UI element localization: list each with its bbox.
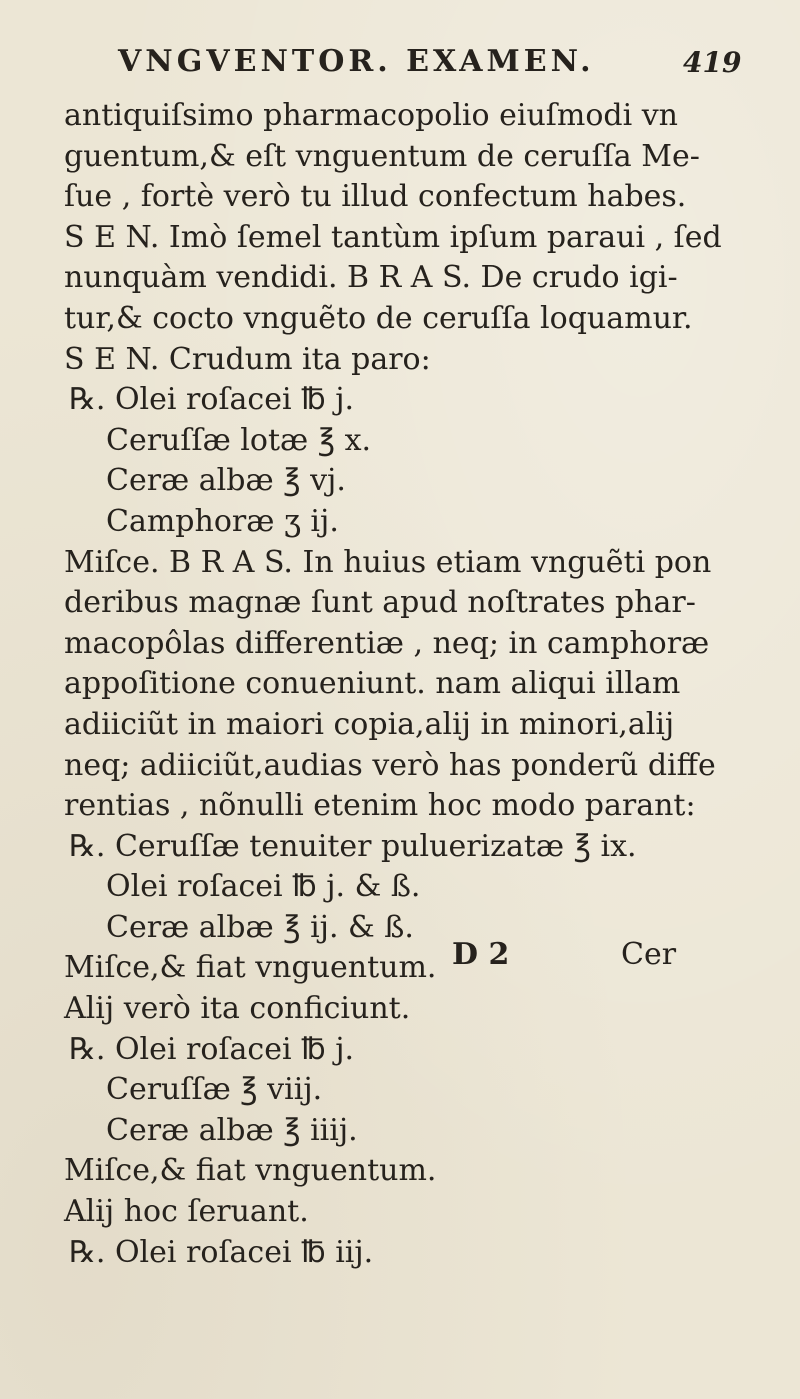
- page-number: 419: [683, 46, 742, 79]
- ingredient-line: Ceruſſæ lotæ ℥ x.: [106, 422, 372, 458]
- text-line: appoſitione conueniunt. nam aliqui illam: [64, 666, 681, 702]
- page-footer: [0, 935, 800, 975]
- running-head: VNGVENTOR. EXAMEN.: [118, 44, 595, 79]
- text-line: antiquiſsimo pharmacopolio eiuſmodi vn: [64, 98, 679, 133]
- ingredient-line: Ceræ albæ ℥ vj.: [106, 463, 346, 499]
- text-line: nunquàm vendidi. B R A S. De crudo igi-: [64, 260, 678, 296]
- text-line: Miſce,& fiat vnguentum.: [64, 1153, 437, 1189]
- ingredient-line: Ceræ albæ ℥ ij. & ß.: [106, 909, 414, 945]
- recipe-line: ℞. Olei roſacei ℔ iij.: [69, 1234, 374, 1270]
- text-line: Alij hoc ſeruant.: [64, 1194, 309, 1230]
- ingredient-line: Ceruſſæ ℥ viij.: [106, 1072, 323, 1108]
- signature-mark: D 2: [452, 937, 510, 972]
- text-line: Miſce. B R A S. In huius etiam vnguẽti pon: [64, 544, 712, 580]
- catchword: Cer: [621, 937, 677, 972]
- ingredient-line: Camphoræ ʒ ij.: [106, 503, 339, 539]
- text-line: S E N. Imò ſemel tantùm ipſum paraui , ſed: [64, 219, 722, 255]
- text-line: adiiciũt in maiori copia,alij in minori,alij: [64, 706, 675, 742]
- text-line: rentias , nõnulli etenim hoc modo parant:: [64, 788, 696, 824]
- ingredient-line: Olei roſacei ℔ j. & ß.: [106, 869, 421, 905]
- text-line: Alij verò ita conficiunt.: [64, 991, 411, 1027]
- text-line: guentum,& eſt vnguentum de ceruſſa Me-: [64, 138, 700, 174]
- text-line: Miſce,& fiat vnguentum.: [64, 950, 437, 986]
- text-line: tur,& cocto vnguẽto de ceruſſa loquamur.: [64, 300, 693, 336]
- text-line: S E N. Crudum ita paro:: [64, 341, 431, 377]
- text-line: macopôlas differentiæ , neq; in camphoræ: [64, 625, 710, 661]
- recipe-line: ℞. Ceruſſæ tenuiter puluerizatæ ℥ ix.: [69, 828, 637, 864]
- body-text: [64, 96, 784, 1273]
- text-line: neq; adiiciũt,audias verò has ponderũ diffe: [64, 747, 716, 783]
- ingredient-line: Ceræ albæ ℥ iiij.: [106, 1112, 358, 1148]
- text-line: deribus magnæ ſunt apud noſtrates phar-: [64, 585, 696, 621]
- page-header: [0, 44, 800, 94]
- text-line: ſue , fortè verò tu illud confectum habes.: [64, 179, 687, 215]
- recipe-line: ℞. Olei roſacei ℔ j.: [69, 1031, 355, 1067]
- recipe-line: ℞. Olei roſacei ℔ j.: [69, 382, 355, 418]
